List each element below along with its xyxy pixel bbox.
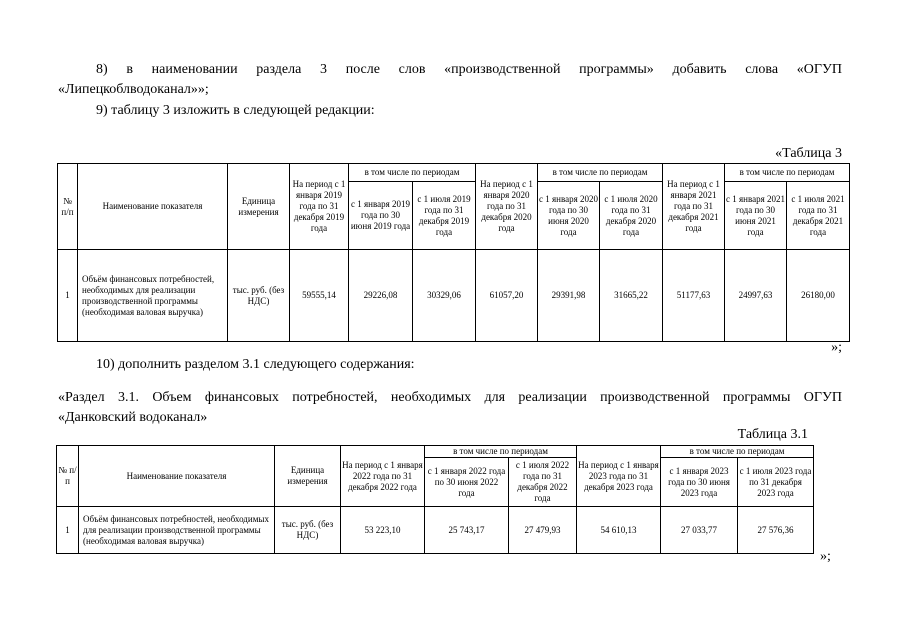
header-incl-2023: в том числе по периодам: [661, 446, 814, 458]
table-3: [57, 163, 850, 342]
table-row: [57, 507, 814, 554]
header-2019-h2: с 1 июля 2019 года по 31 декабря 2019 года: [413, 182, 476, 250]
header-incl-2019: в том числе по периодам: [349, 164, 476, 182]
header-2020-h1: с 1 января 2020 года по 30 июня 2020 года: [538, 182, 600, 250]
header-period-2023: На период с 1 января 2023 года по 31 декабря 2023 года: [577, 446, 661, 507]
item8-line1: 8) в наименовании раздела 3 после слов «производственной программы» добавить слова «ОГУП: [96, 62, 842, 77]
cell-2023-h2: 27 576,36: [738, 507, 814, 554]
header-unit: Единица измерения: [275, 446, 341, 507]
header-2020-h2: с 1 июля 2020 года по 31 декабря 2020 года: [600, 182, 663, 250]
header-incl-2021: в том числе по периодам: [725, 164, 850, 182]
cell-2020-h1: 29391,98: [538, 250, 600, 342]
header-period-2021: На период с 1 января 2021 года по 31 декабря 2021 года: [663, 164, 725, 250]
header-unit: Единица измерения: [228, 164, 290, 250]
header-name: Наименование показателя: [78, 164, 228, 250]
header-name: Наименование показателя: [79, 446, 275, 507]
cell-name: Объём финансовых потребностей, необходимых для реализации производственной программы (необходимая валовая выручка): [79, 507, 275, 554]
cell-2021-h1: 24997,63: [725, 250, 787, 342]
header-2023-h1: с 1 января 2023 года по 30 июня 2023 года: [661, 458, 738, 507]
item10: 10) дополнить разделом 3.1 следующего содержания:: [96, 357, 415, 372]
cell-2019-h1: 29226,08: [349, 250, 413, 342]
header-2022-h2: с 1 июля 2022 года по 31 декабря 2022 года: [509, 458, 577, 507]
header-2023-h2: с 1 июля 2023 года по 31 декабря 2023 года: [738, 458, 814, 507]
header-period-2019: На период с 1 января 2019 года по 31 декабря 2019 года: [290, 164, 349, 250]
cell-2021-h2: 26180,00: [787, 250, 850, 342]
table-3-1: [56, 445, 814, 554]
section31-line1: «Раздел 3.1. Объем финансовых потребностей, необходимых для реализации производственной программы ОГУП: [58, 390, 842, 405]
table31-end: »;: [820, 549, 831, 564]
section31-line2: «Данковский водоканал»: [58, 410, 208, 425]
table3-end: »;: [831, 340, 842, 355]
header-period-2020: На период с 1 января 2020 года по 31 декабря 2020 года: [476, 164, 538, 250]
cell-unit: тыс. руб. (без НДС): [228, 250, 290, 342]
header-2022-h1: с 1 января 2022 года по 30 июня 2022 года: [425, 458, 509, 507]
header-num: № п/п: [57, 446, 79, 507]
header-2021-h1: с 1 января 2021 года по 30 июня 2021 года: [725, 182, 787, 250]
cell-name: Объём финансовых потребностей, необходимых для реализации производственной программы (необходимая валовая выручка): [78, 250, 228, 342]
cell-2022-h1: 25 743,17: [425, 507, 509, 554]
cell-num: 1: [57, 507, 79, 554]
header-num: № п/п: [58, 164, 78, 250]
header-period-2022: На период с 1 января 2022 года по 31 декабря 2022 года: [341, 446, 425, 507]
cell-2019: 59555,14: [290, 250, 349, 342]
cell-unit: тыс. руб. (без НДС): [275, 507, 341, 554]
header-incl-2022: в том числе по периодам: [425, 446, 577, 458]
item8-line2: «Липецкоблводоканал»»;: [58, 82, 209, 97]
cell-2020: 61057,20: [476, 250, 538, 342]
table-row: [58, 250, 850, 342]
cell-2019-h2: 30329,06: [413, 250, 476, 342]
cell-2021: 51177,63: [663, 250, 725, 342]
item9: 9) таблицу 3 изложить в следующей редакции:: [96, 103, 375, 118]
cell-2020-h2: 31665,22: [600, 250, 663, 342]
header-2021-h2: с 1 июля 2021 года по 31 декабря 2021 года: [787, 182, 850, 250]
header-incl-2020: в том числе по периодам: [538, 164, 663, 182]
table31-caption: Таблица 3.1: [737, 427, 808, 442]
cell-num: 1: [58, 250, 78, 342]
cell-2023: 54 610,13: [577, 507, 661, 554]
cell-2022-h2: 27 479,93: [509, 507, 577, 554]
cell-2023-h1: 27 033,77: [661, 507, 738, 554]
cell-2022: 53 223,10: [341, 507, 425, 554]
header-2019-h1: с 1 января 2019 года по 30 июня 2019 года: [349, 182, 413, 250]
table3-caption: «Таблица 3: [775, 146, 842, 161]
